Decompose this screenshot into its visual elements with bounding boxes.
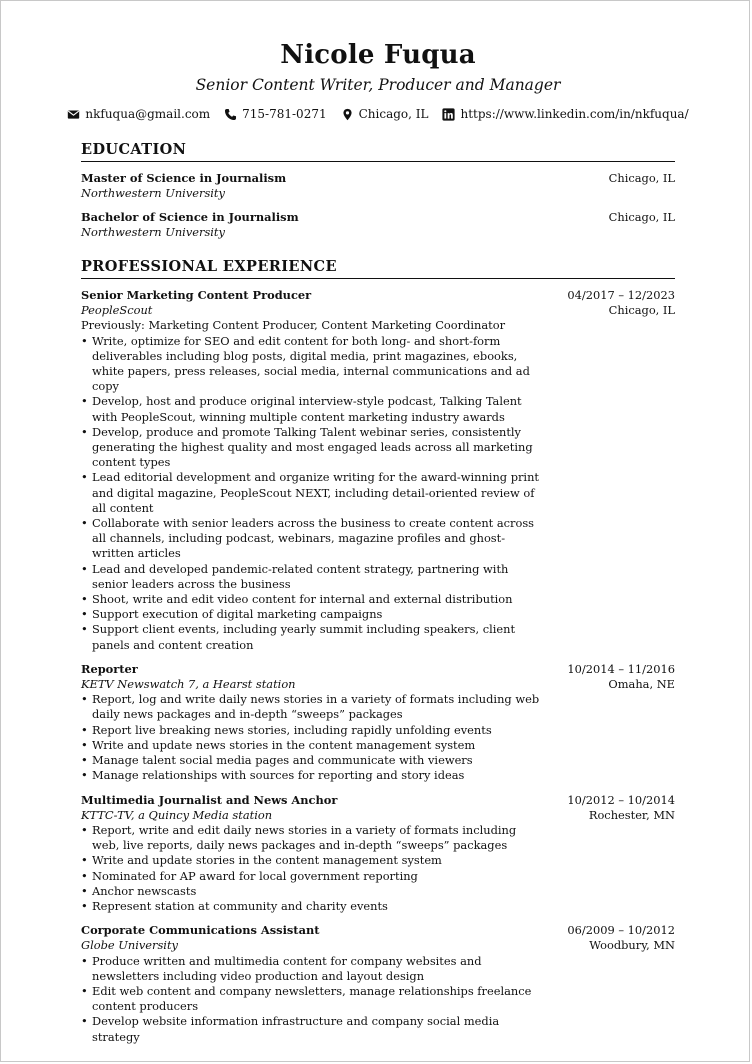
job-location: Chicago, IL (608, 303, 675, 318)
bullet-item: • Write and update news stories in the content management system (81, 738, 547, 753)
contact-bar (81, 106, 689, 122)
envelope-icon (67, 108, 80, 121)
job-dates: 10/2012 – 10/2014 (567, 792, 675, 807)
education-heading: EDUCATION (81, 141, 675, 162)
contact-location (341, 106, 429, 122)
job-bullets (81, 692, 675, 783)
bullet-item: • Manage talent social media pages and communicate with viewers (81, 753, 547, 768)
phone-icon (224, 108, 237, 121)
job-entry (81, 288, 675, 653)
linkedin-icon (442, 108, 455, 121)
bullet-item: • Develop, produce and promote Talking Talent webinar series, consistently generating the highest quality and most engaged leads across all marketing content types (81, 425, 547, 471)
bullet-item: • Shoot, write and edit video content for internal and external distribution (81, 592, 547, 607)
job-location: Woodbury, MN (589, 938, 675, 953)
degree: Master of Science in Journalism (81, 171, 287, 185)
bullet-item: • Write and update stories in the content management system (81, 853, 547, 868)
education-location: Chicago, IL (608, 210, 675, 224)
job-header (81, 923, 675, 953)
bullet-item: • Collaborate with senior leaders across the business to create content across all channels, including podcast, webinars, magazine profiles and ghost-written articles (81, 516, 547, 562)
bullet-item: • Anchor newscasts (81, 884, 547, 899)
candidate-headline: Senior Content Writer, Producer and Manager (195, 76, 561, 94)
bullet-item: • Report, log and write daily news stories in a variety of formats including web daily news packages and in-depth “sweeps” packages (81, 692, 547, 722)
school: Northwestern University (81, 186, 225, 200)
bullet-item: • Report, write and edit daily news stories in a variety of formats including web, live reports, daily news packages and in-depth “sweeps” packages (81, 823, 547, 853)
bullet-item: • Lead and developed pandemic-related content strategy, partnering with senior leaders across the business (81, 562, 547, 592)
job-header (81, 662, 675, 692)
email-text[interactable]: nkfuqua@gmail.com (85, 107, 211, 121)
job-dates: 04/2017 – 12/2023 (567, 288, 675, 302)
bullet-item: • Develop, host and produce original interview-style podcast, Talking Talent with PeopleScout, winning multiple content marketing industry awards (81, 394, 547, 424)
experience-heading: PROFESSIONAL EXPERIENCE (81, 258, 675, 279)
candidate-name: Nicole Fuqua (280, 40, 476, 70)
job-title: Corporate Communications Assistant (81, 923, 320, 938)
education-entry (81, 210, 675, 240)
job-bullets (81, 823, 675, 914)
job-title: Reporter (81, 661, 138, 676)
bullet-item: • Lead editorial development and organize writing for the award-winning print and digital magazine, PeopleScout NEXT, including detail-oriented review of all content (81, 470, 547, 516)
education-location: Chicago, IL (608, 171, 675, 185)
bullet-item: • Manage relationships with sources for reporting and story ideas (81, 768, 547, 783)
bullet-item: • Nominated for AP award for local government reporting (81, 869, 547, 884)
degree: Bachelor of Science in Journalism (81, 210, 299, 224)
job-title: Senior Marketing Content Producer (81, 288, 312, 302)
bullet-item: • Write, optimize for SEO and edit content for both long- and short-form deliverables including blog posts, digital media, print magazines, ebooks, white papers, press releases, social media, internal communications and ad copy (81, 334, 547, 395)
bullet-item: • Produce written and multimedia content for company websites and newsletters including video production and layout design (81, 954, 547, 984)
location-text: Chicago, IL (358, 107, 429, 121)
school: Northwestern University (81, 225, 225, 239)
education-entry (81, 171, 675, 201)
contact-phone[interactable] (224, 106, 326, 122)
location-pin-icon (341, 108, 354, 121)
job-location: Rochester, MN (588, 807, 675, 822)
job-header (81, 793, 675, 823)
job-location: Omaha, NE (608, 677, 675, 692)
phone-text[interactable]: 715-781-0271 (242, 107, 327, 121)
bullet-item: • Develop website information infrastructure and company social media strategy (81, 1014, 547, 1044)
job-company: PeopleScout (81, 303, 153, 318)
bullet-item: • Support client events, including yearly summit including speakers, client panels and content creation (81, 622, 547, 652)
job-title: Multimedia Journalist and News Anchor (81, 792, 338, 807)
bullet-item: • Report live breaking news stories, including rapidly unfolding events (81, 723, 547, 738)
contact-email[interactable] (67, 106, 210, 122)
job-header (81, 288, 675, 318)
job-note: Previously: Marketing Content Producer, Content Marketing Coordinator (81, 318, 506, 333)
job-entry (81, 793, 675, 915)
job-dates: 06/2009 – 10/2012 (567, 923, 675, 938)
job-bullets (81, 334, 675, 653)
job-company: KETV Newswatch 7, a Hearst station (81, 677, 296, 692)
job-bullets (81, 954, 675, 1045)
resume-content (81, 39, 689, 1045)
linkedin-url[interactable]: https://www.linkedin.com/in/nkfuqua/ (460, 107, 689, 121)
contact-linkedin[interactable] (442, 106, 688, 122)
bullet-item: • Represent station at community and charity events (81, 899, 547, 914)
job-company: KTTC-TV, a Quincy Media station (81, 807, 273, 822)
job-company: Globe University (81, 938, 178, 953)
bullet-item: • Edit web content and company newsletters, manage relationships freelance content producers (81, 984, 547, 1014)
job-entry (81, 662, 675, 784)
bullet-item: • Support execution of digital marketing campaigns (81, 607, 547, 622)
job-dates: 10/2014 – 11/2016 (567, 661, 675, 676)
job-entry (81, 923, 675, 1045)
